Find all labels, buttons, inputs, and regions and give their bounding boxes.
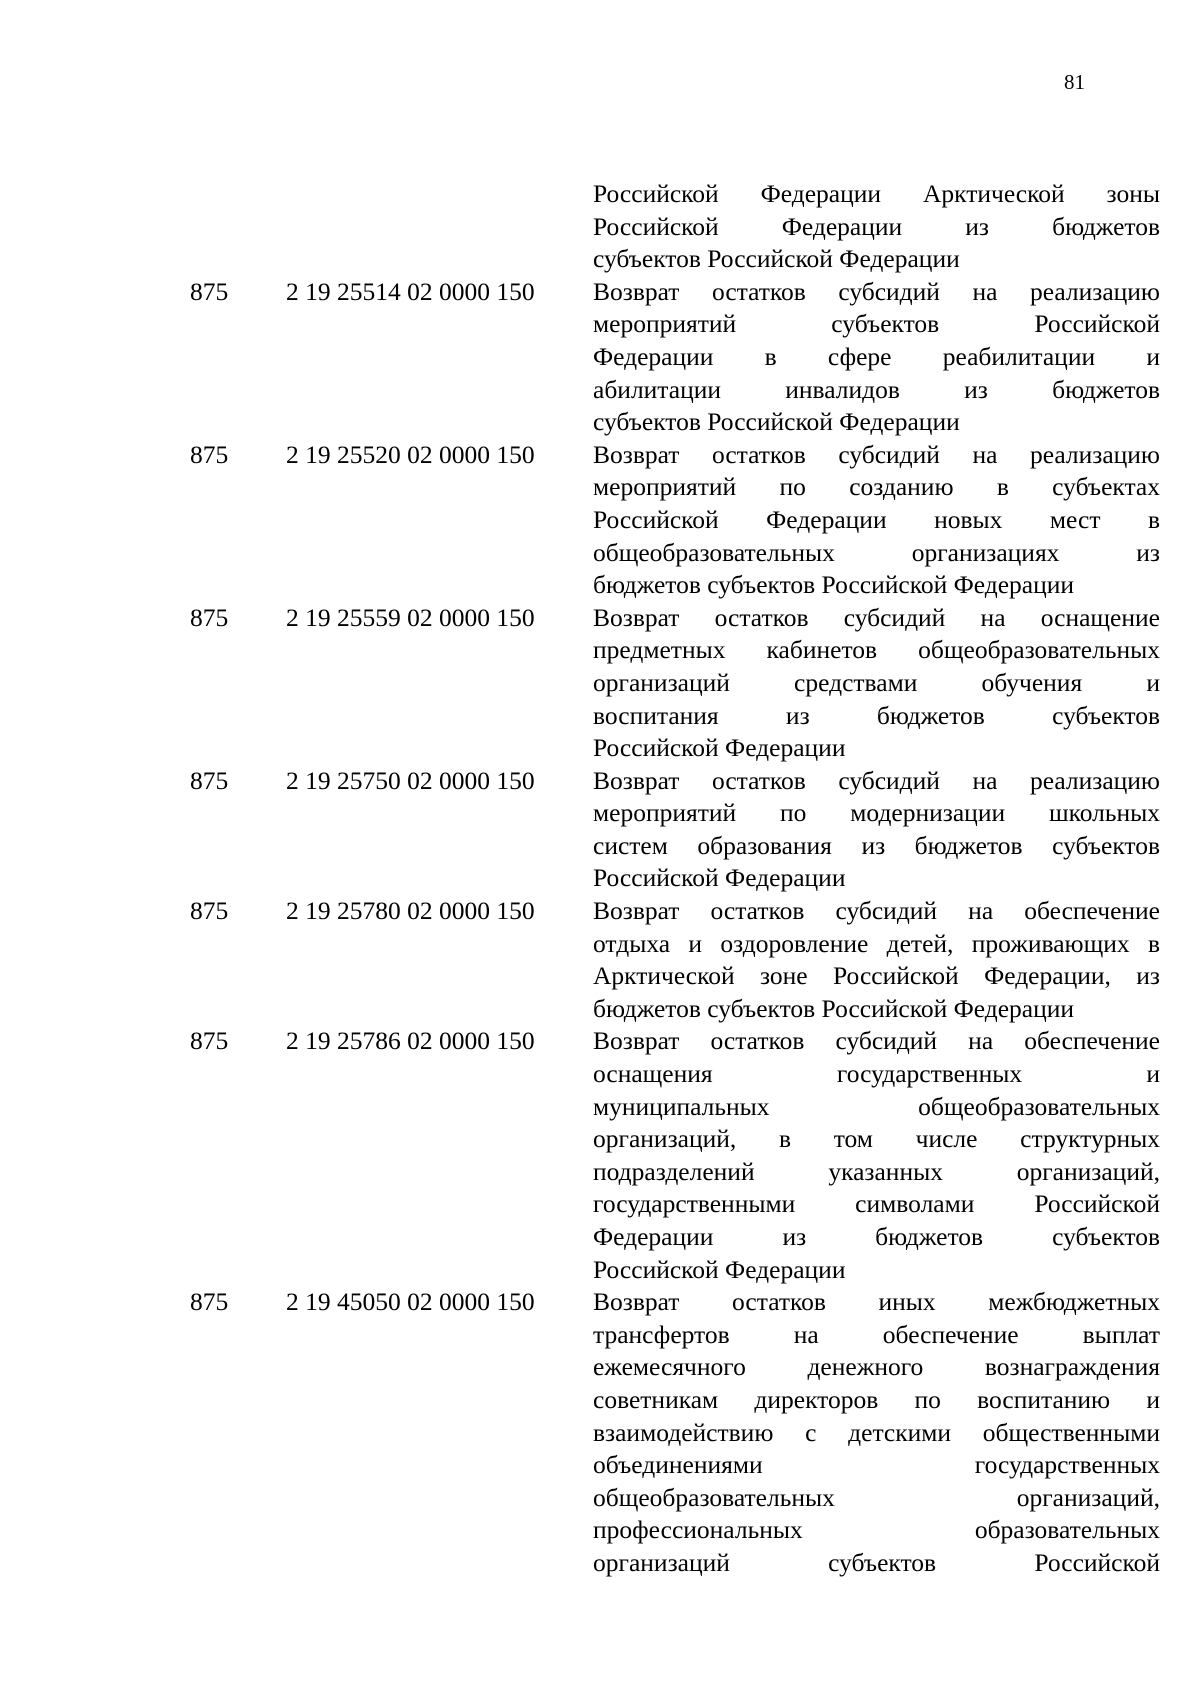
description-line: отдыха и оздоровление детей, проживающих в [593,928,1160,958]
description-line: мероприятий по созданию в субъектах [593,472,1160,502]
table-row [190,895,1160,1025]
description-line: Российской Федерации новых мест в [593,504,1160,534]
table-row [190,276,1160,439]
description-cell [593,276,1160,439]
description-line: систем образования из бюджетов субъектов [593,830,1160,860]
description-line: общеобразовательных организаций, [593,1482,1160,1512]
description-line: трансфертов на обеспечение выплат [593,1319,1160,1349]
table-row [190,602,1160,765]
description-line: субъектов Российской Федерации [593,244,960,274]
description-line: профессиональных образовательных [593,1515,1160,1545]
description-line: мероприятий по модернизации школьных [593,798,1160,828]
description-line: Возврат остатков субсидий на обеспечение [593,896,1160,926]
kbk-code-cell: 2 19 25750 02 0000 150 [286,765,535,795]
description-line: Российской Федерации из бюджетов [593,211,1160,241]
description-cell [593,895,1160,1025]
description-line: общеобразовательных организациях из [593,537,1160,567]
admin-code-cell: 875 [190,1287,229,1317]
description-line: воспитания из бюджетов субъектов [593,700,1160,730]
description-line: Возврат остатков субсидий на обеспечение [593,1026,1160,1056]
description-line: Арктической зоне Российской Федерации, из [593,961,1160,991]
table-row [190,439,1160,602]
kbk-code-cell: 2 19 45050 02 0000 150 [286,1287,535,1317]
description-line: Возврат остатков субсидий на оснащение [593,602,1160,632]
description-line: Возврат остатков субсидий на реализацию [593,439,1160,469]
description-line: Возврат остатков субсидий на реализацию [593,276,1160,306]
description-line: организаций, в том числе структурных [593,1124,1160,1154]
description-line: мероприятий субъектов Российской [593,309,1160,339]
description-line: объединениями государственных [593,1450,1160,1480]
description-cell [593,1025,1160,1286]
kbk-code-cell: 2 19 25559 02 0000 150 [286,602,535,632]
description-line: Возврат остатков иных межбюджетных [593,1287,1160,1317]
page-number: 81 [1064,70,1085,94]
admin-code-cell: 875 [190,765,229,795]
description-line: организаций субъектов Российской [593,1547,1160,1577]
admin-code-cell: 875 [190,439,229,469]
description-line: бюджетов субъектов Российской Федерации [593,993,1075,1023]
description-line: Российской Федерации [593,1254,846,1284]
description-line: подразделений указанных организаций, [593,1156,1160,1186]
table-row [190,1025,1160,1286]
kbk-code-cell: 2 19 25520 02 0000 150 [286,439,535,469]
budget-codes-table [190,178,1160,1580]
admin-code-cell: 875 [190,602,229,632]
description-cell [593,765,1160,895]
description-line: государственными символами Российской [593,1189,1160,1219]
description-cell [593,602,1160,765]
description-line: советникам директоров по воспитанию и [593,1384,1160,1414]
description-line: Российской Федерации [593,733,846,763]
description-line: муниципальных общеобразовательных [593,1091,1160,1121]
admin-code-cell: 875 [190,276,229,306]
kbk-code-cell: 2 19 25780 02 0000 150 [286,896,535,926]
description-cell [593,1286,1160,1579]
description-line: Федерации из бюджетов субъектов [593,1222,1160,1251]
table-row-continuation [190,178,1160,276]
table-row [190,765,1160,895]
kbk-code-cell: 2 19 25786 02 0000 150 [286,1026,535,1056]
description-line: предметных кабинетов общеобразовательных [593,635,1160,665]
description-line: оснащения государственных и [593,1059,1160,1089]
description-cell [593,178,1160,276]
description-line: Возврат остатков субсидий на реализацию [593,765,1160,795]
description-line: ежемесячного денежного вознаграждения [593,1352,1160,1382]
kbk-code-cell: 2 19 25514 02 0000 150 [286,276,535,306]
description-line: бюджетов субъектов Российской Федерации [593,570,1075,600]
description-line: Федерации в сфере реабилитации и [593,341,1160,371]
description-line: взаимодействию с детскими общественными [593,1417,1160,1447]
description-cell [593,439,1160,602]
table-row [190,1286,1160,1579]
admin-code-cell: 875 [190,1026,229,1056]
description-line: субъектов Российской Федерации [593,407,960,437]
description-line: организаций средствами обучения и [593,667,1160,697]
description-line: Российской Федерации Арктической зоны [593,179,1160,208]
admin-code-cell: 875 [190,896,229,926]
description-line: абилитации инвалидов из бюджетов [593,374,1160,404]
description-line: Российской Федерации [593,863,846,893]
